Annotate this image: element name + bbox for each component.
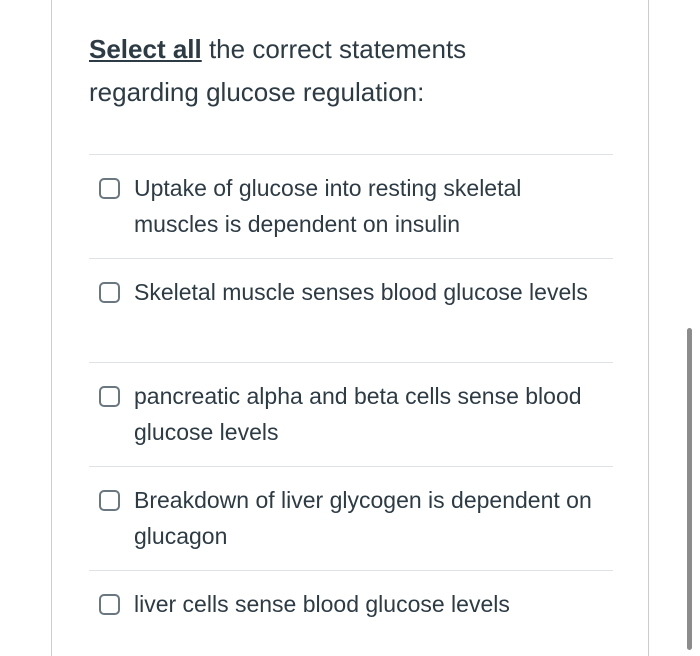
answer-option-3[interactable]: [89, 362, 613, 466]
answer-option-5[interactable]: [89, 570, 613, 656]
checkbox-icon[interactable]: [99, 490, 120, 511]
answer-label[interactable]: Skeletal muscle senses blood glucose levels: [134, 279, 588, 305]
checkbox-icon[interactable]: [99, 282, 120, 303]
question-emphasis: Select all: [89, 34, 202, 64]
answer-label[interactable]: Breakdown of liver glycogen is dependent on glucagon: [134, 487, 592, 549]
answer-option-1[interactable]: [89, 154, 613, 258]
answer-option-4[interactable]: [89, 466, 613, 570]
answer-label[interactable]: pancreatic alpha and beta cells sense blood glucose levels: [134, 383, 582, 445]
checkbox-icon[interactable]: [99, 178, 120, 199]
question-prompt: the correct statements regarding glucose regulation:: [89, 34, 467, 107]
quiz-question-card: [51, 0, 649, 656]
answer-label[interactable]: Uptake of glucose into resting skeletal muscles is dependent on insulin: [134, 175, 522, 237]
question-text: [89, 28, 569, 114]
answer-list: [89, 154, 613, 656]
checkbox-icon[interactable]: [99, 386, 120, 407]
answer-label[interactable]: liver cells sense blood glucose levels: [134, 591, 510, 617]
checkbox-icon[interactable]: [99, 594, 120, 615]
answer-option-2[interactable]: [89, 258, 613, 362]
vertical-scrollbar[interactable]: [687, 328, 692, 650]
